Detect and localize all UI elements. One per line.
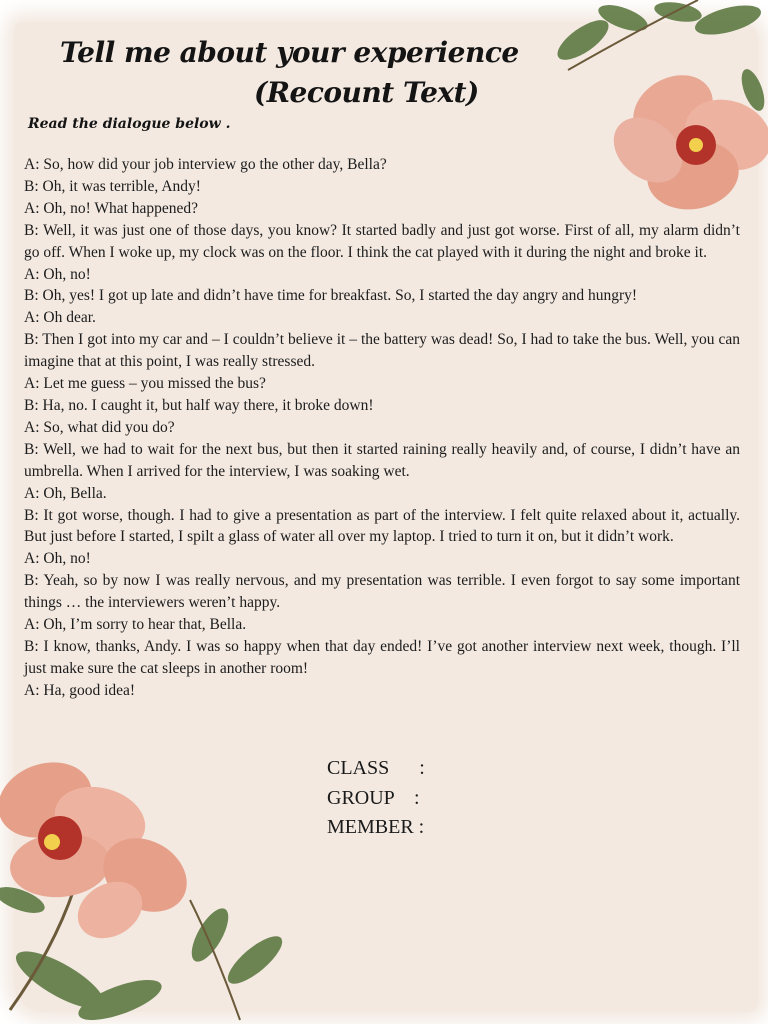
dialogue-line: B: Then I got into my car and – I couldn’t believe it – the battery was dead! So, I had to take the bus. Well, you can imagine that at this point, I was really stressed. xyxy=(24,331,740,371)
dialogue-line: A: Oh dear. xyxy=(24,309,96,327)
dialogue-line: A: Ha, good idea! xyxy=(24,681,136,699)
dialogue-line: A: So, what did you do? xyxy=(24,418,175,436)
dialogue-line: B: It got worse, though. I had to give a presentation as part of the interview. I felt quite relaxed about it, actually. But just before I started, I spilt a glass of water all over my laptop. I tried to turn it on, but it didn’t work. xyxy=(24,506,740,546)
group-field: GROUP : xyxy=(327,786,420,809)
dialogue-line: A: Oh, no! What happened? xyxy=(24,199,199,217)
student-info-fields xyxy=(327,754,425,843)
dialogue-line: A: So, how did your job interview go the other day, Bella? xyxy=(24,156,387,173)
dialogue-line: B: Well, it was just one of those days, you know? It started badly and just got worse. First of all, my alarm didn’t go off. When I woke up, my clock was on the floor. I think the cat played with it during the night and broke it. xyxy=(24,221,740,261)
dialogue-line: B: Oh, it was terrible, Andy! xyxy=(24,177,201,195)
title-line-2: (Recount Text) xyxy=(254,76,479,109)
document-title xyxy=(0,36,768,116)
dialogue-line: A: Let me guess – you missed the bus? xyxy=(24,375,266,393)
instruction-text: Read the dialogue below . xyxy=(28,116,231,132)
dialogue-text xyxy=(24,154,740,702)
dialogue-line: A: Oh, no! xyxy=(24,550,91,568)
dialogue-line: B: Oh, yes! I got up late and didn’t have time for breakfast. So, I started the day angry and hungry! xyxy=(24,287,638,305)
title-line-1: Tell me about your experience xyxy=(60,36,519,69)
member-field: MEMBER : xyxy=(327,816,425,838)
dialogue-line: A: Oh, no! xyxy=(24,265,91,283)
class-field: CLASS : xyxy=(327,757,425,779)
hibiscus-flower-bottom-icon xyxy=(0,750,300,1024)
dialogue-line: B: Yeah, so by now I was really nervous, and my presentation was terrible. I even forgot to say some important things … the interviewers weren’t happy. xyxy=(24,572,740,612)
dialogue-line: B: Ha, no. I caught it, but half way there, it broke down! xyxy=(24,396,374,414)
dialogue-line: B: I know, thanks, Andy. I was so happy when that day ended! I’ve got another interview next week, though. I’ll just make sure the cat sleeps in another room! xyxy=(24,637,740,677)
dialogue-line: B: Well, we had to wait for the next bus, but then it started raining really heavily and, of course, I didn’t have an umbrella. When I arrived for the interview, I was soaking wet. xyxy=(24,440,740,480)
dialogue-line: A: Oh, Bella. xyxy=(24,484,107,502)
dialogue-line: A: Oh, I’m sorry to hear that, Bella. xyxy=(24,616,247,634)
